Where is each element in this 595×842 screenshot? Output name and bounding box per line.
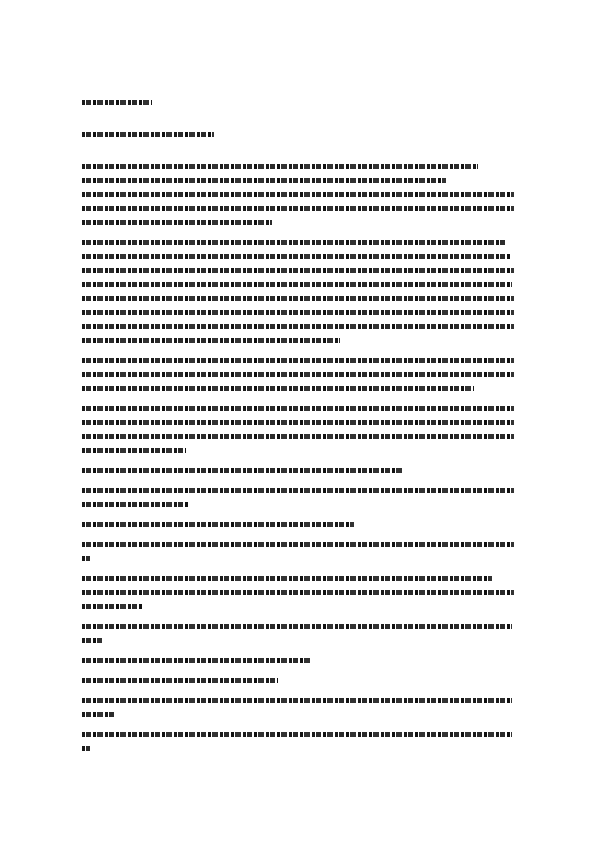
paragraph-line	[82, 264, 514, 278]
paragraph-line	[82, 728, 514, 742]
paragraph-line	[82, 354, 514, 368]
text-run	[82, 502, 188, 507]
text-run	[82, 746, 90, 751]
text-run	[82, 338, 340, 343]
text-run	[82, 624, 512, 629]
heading-line	[82, 96, 514, 110]
text-run	[82, 434, 514, 439]
text-run	[82, 282, 512, 287]
text-run	[82, 542, 514, 547]
paragraph-line	[82, 444, 514, 458]
paragraph-line	[82, 236, 514, 250]
paragraph-line	[82, 430, 514, 444]
text-run	[82, 192, 514, 197]
paragraph-line	[82, 416, 514, 430]
paragraph-line	[82, 742, 514, 756]
text-run	[82, 164, 478, 169]
paragraph-line	[82, 538, 514, 552]
text-run	[82, 420, 514, 425]
text-run	[82, 310, 514, 315]
text-run	[82, 522, 354, 527]
subheading-text	[82, 132, 214, 137]
text-run	[82, 488, 514, 493]
paragraph-line	[82, 586, 514, 600]
paragraph-line	[82, 306, 514, 320]
text-run	[82, 240, 506, 245]
heading-text	[82, 100, 152, 105]
text-run	[82, 576, 492, 581]
text-run	[82, 178, 446, 183]
paragraph-line	[82, 518, 514, 532]
paragraph-line	[82, 202, 514, 216]
paragraph-line	[82, 464, 514, 478]
paragraph-line	[82, 634, 514, 648]
text-run	[82, 712, 116, 717]
paragraph-line	[82, 250, 514, 264]
text-run	[82, 206, 514, 211]
text-run	[82, 254, 510, 259]
paragraph-line	[82, 334, 514, 348]
text-run	[82, 386, 474, 391]
paragraph-line	[82, 654, 514, 668]
paragraph-line	[82, 174, 514, 188]
text-run	[82, 556, 90, 561]
text-run	[82, 406, 514, 411]
text-run	[82, 268, 514, 273]
paragraph-line	[82, 382, 514, 396]
text-run	[82, 324, 514, 329]
paragraph-line	[82, 600, 514, 614]
text-run	[82, 358, 514, 363]
text-run	[82, 604, 142, 609]
text-run	[82, 372, 514, 377]
paragraph-line	[82, 620, 514, 634]
paragraph-line	[82, 694, 514, 708]
paragraph-line	[82, 320, 514, 334]
paragraph-line	[82, 572, 514, 586]
document-body	[82, 96, 514, 756]
text-run	[82, 296, 514, 301]
text-run	[82, 448, 186, 453]
text-run	[82, 732, 512, 737]
text-run	[82, 590, 514, 595]
paragraph-line	[82, 708, 514, 722]
paragraph-line	[82, 278, 514, 292]
text-run	[82, 678, 278, 683]
subheading-line	[82, 128, 514, 142]
paragraph-line	[82, 368, 514, 382]
paragraph-line	[82, 216, 514, 230]
paragraph-line	[82, 498, 514, 512]
paragraph-line	[82, 674, 514, 688]
paragraph-line	[82, 552, 514, 566]
text-run	[82, 698, 512, 703]
paragraph-line	[82, 188, 514, 202]
paragraph-line	[82, 292, 514, 306]
text-run	[82, 658, 310, 663]
text-run	[82, 638, 102, 643]
text-run	[82, 468, 402, 473]
paragraph-line	[82, 402, 514, 416]
paragraph-line	[82, 484, 514, 498]
paragraph-line	[82, 160, 514, 174]
text-run	[82, 220, 272, 225]
